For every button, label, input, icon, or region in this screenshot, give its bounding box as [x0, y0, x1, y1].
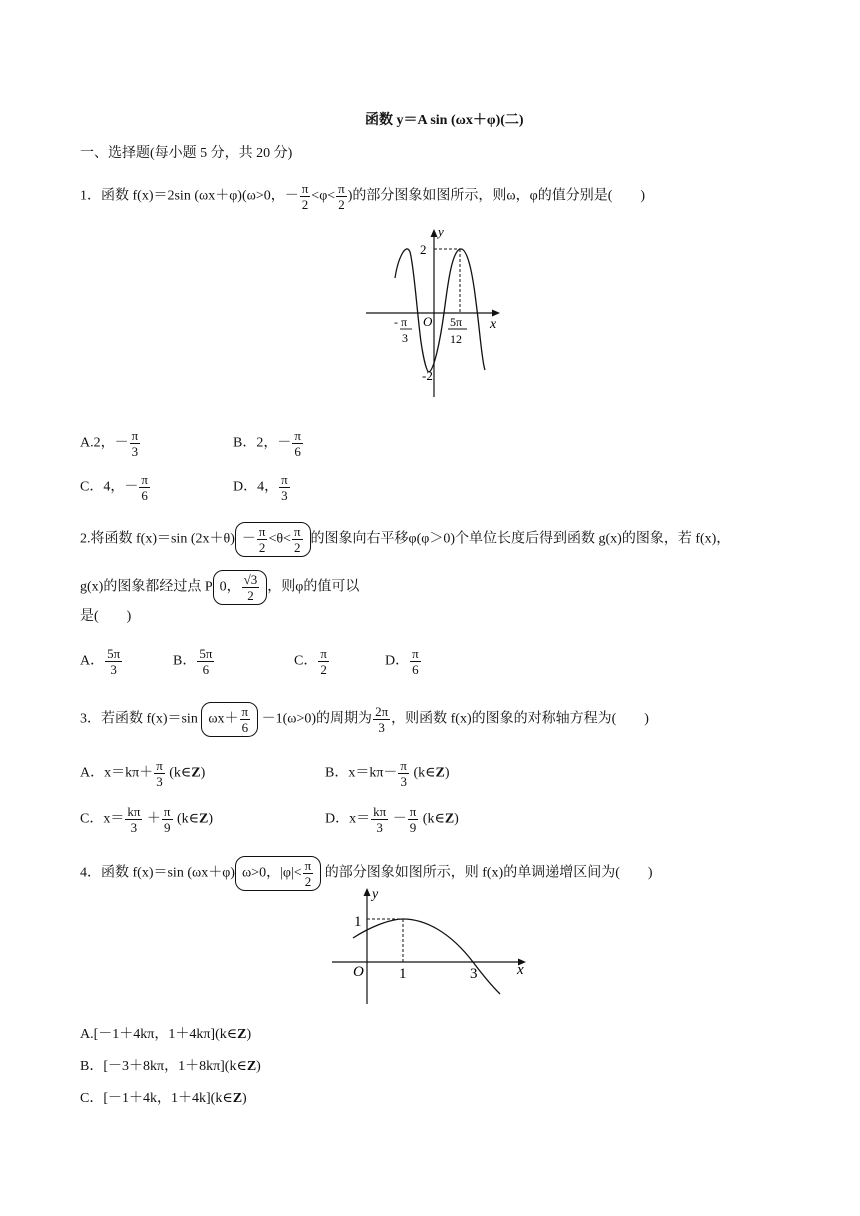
x-one-label: 1 [399, 966, 407, 982]
x-label: x [517, 962, 524, 978]
question-number: 1． [80, 188, 101, 204]
x-three-label: 3 [470, 966, 478, 982]
q3-option-c[interactable]: C．x＝ $\frac{k\pi}{3}$ ＋ $\frac{\pi}{9}$ (k∈Z) [80, 804, 214, 835]
sine-curve [353, 919, 500, 994]
q1-pre: 函数 f(x)＝2sin (ωx＋φ)(ω>0， [101, 188, 285, 204]
x-left-den: 3 [402, 331, 408, 345]
q2-option-a[interactable]: A． $\frac{5\pi}{3}$ [80, 646, 121, 677]
question-2-line3: 是( ) [80, 609, 132, 624]
q3-option-b[interactable]: B．x＝kπ－ $\frac{\pi}{3}$ (k∈Z) [325, 758, 450, 789]
q1-option-a[interactable]: A.2，－ $\frac{\pi}{3}$ [80, 428, 139, 459]
x-left-sign: - [394, 315, 398, 329]
question-2-line2: g(x)的图象都经过点 P 0， $\frac{√3}{2}$ ，则φ的值可以 [80, 572, 360, 603]
q1-option-b[interactable]: B．2，－ $\frac{\pi}{6}$ [233, 428, 301, 459]
y-label: y [372, 887, 379, 902]
y-max-label: 2 [420, 242, 427, 257]
x-left-num: π [401, 315, 408, 329]
q4-option-c[interactable]: C．[－1＋4k，1＋4k](k∈Z) [80, 1091, 247, 1106]
origin-label: O [353, 964, 364, 980]
paren-group: 0， $\frac{√3}{2}$ [213, 570, 268, 605]
q1-option-d[interactable]: D．4， $\frac{\pi}{3}$ [233, 472, 288, 503]
question-1-stem: 1．函数 f(x)＝2sin (ωx＋φ)(ω>0，－ $\frac{\pi}{2}$ <φ< $\frac{\pi}{2}$ )的部分图象如图所示，则ω，φ的值分别是( ) [80, 181, 646, 212]
q1-option-c[interactable]: C．4，－ $\frac{\pi}{6}$ [80, 472, 148, 503]
q4-sine-graph [330, 882, 530, 1007]
paren-group: ωx＋ $\frac{\pi}{6}$ [201, 702, 258, 737]
section-heading: 一、选择题(每小题 5 分，共 20 分) [80, 146, 293, 161]
q3-option-d[interactable]: D．x＝ $\frac{k\pi}{3}$ － $\frac{\pi}{9}$ (k∈Z) [325, 804, 459, 835]
y-axis-arrow [364, 888, 371, 896]
y-axis-arrow [431, 229, 438, 237]
page-title: 函数 y＝A sin (ωx＋φ)(二) [365, 113, 524, 128]
q1-post: )的部分图象如图所示，则ω，φ的值分别是( ) [347, 188, 646, 204]
question-4-stem: 4．函数 f(x)＝sin (ωx＋φ) ω>0，|φ|< $\frac{\pi}{2}$ 的部分图象如图所示，则 f(x)的单调递增区间为( ) [80, 858, 653, 889]
x-label: x [490, 317, 497, 332]
q4-option-a[interactable]: A.[－1＋4kπ，1＋4kπ](k∈Z) [80, 1027, 252, 1042]
sine-curve [395, 249, 485, 372]
y-one-label: 1 [354, 914, 362, 930]
question-3-stem: 3．若函数 f(x)＝sin ωx＋ $\frac{\pi}{6}$ －1(ω>0)的周期为 $\frac{2\pi}{3}$ ，则函数 f(x)的图象的对称轴方程为( ) [80, 704, 649, 735]
x-right-num: 5π [450, 315, 463, 329]
q4-option-b[interactable]: B．[－3＋8kπ，1＋8kπ](k∈Z) [80, 1059, 261, 1074]
q1-sine-graph [362, 222, 507, 402]
fraction: $\frac{\pi}{2}$ [338, 181, 345, 212]
fraction: $\frac{\pi}{2}$ [301, 181, 309, 212]
y-label: y [438, 224, 444, 239]
x-axis-arrow [492, 310, 500, 317]
question-2-stem: 2.将函数 f(x)＝sin (2x＋θ) － $\frac{\pi}{2}$ <θ< $\frac{\pi}{2}$ 的图象向右平移φ(φ＞0)个单位长度后得到函数 g(x)的图象，若 f(x)， [80, 524, 731, 555]
q2-option-d[interactable]: D． $\frac{\pi}{6}$ [385, 646, 419, 677]
origin-label: O [423, 314, 433, 329]
q2-option-c[interactable]: C． $\frac{\pi}{2}$ [294, 646, 327, 677]
x-right-den: 12 [450, 332, 462, 346]
y-min-label: -2 [422, 368, 433, 383]
paren-group: － $\frac{\pi}{2}$ <θ< $\frac{\pi}{2}$ [235, 522, 311, 557]
q3-option-a[interactable]: A．x＝kπ＋ $\frac{\pi}{3}$ (k∈Z) [80, 758, 206, 789]
q2-option-b[interactable]: B． $\frac{5\pi}{6}$ [173, 646, 213, 677]
paren-group: ω>0，|φ|< $\frac{\pi}{2}$ [235, 856, 321, 891]
